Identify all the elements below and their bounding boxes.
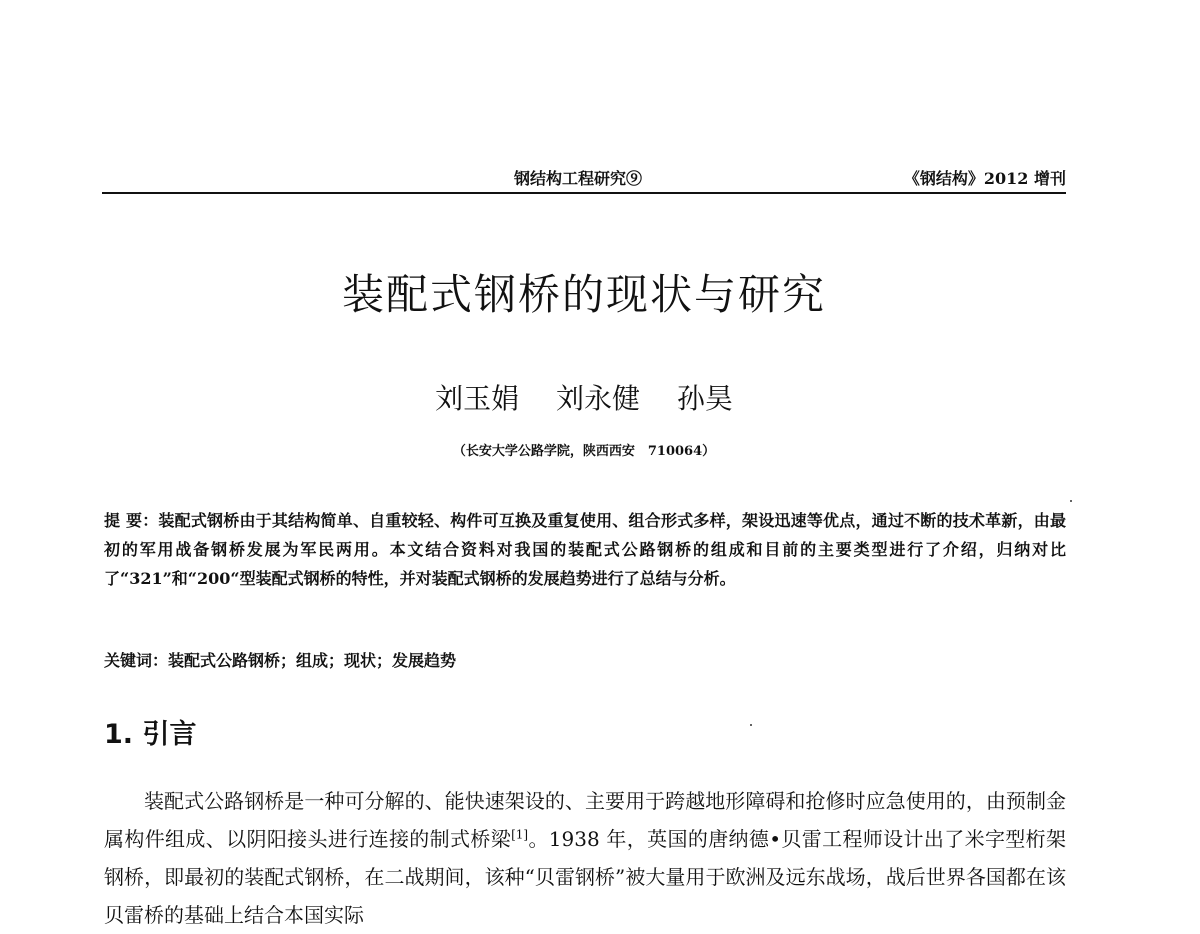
author-name: 刘玉娟: [435, 382, 520, 415]
section-heading: 1. 引言: [104, 719, 197, 750]
author-list: [0, 377, 1168, 417]
scan-speck: [750, 724, 752, 726]
citation-ref[interactable]: [1]: [511, 827, 529, 842]
body-paragraph: [104, 782, 1066, 934]
abstract-label: 提 要：: [104, 511, 159, 530]
keywords-text: 装配式公路钢桥；组成；现状；发展趋势: [168, 651, 457, 670]
journal-issue: 《钢结构》2012 增刊: [903, 169, 1066, 188]
running-header: [102, 164, 1066, 194]
paper-title: 装配式钢桥的现状与研究: [341, 270, 826, 319]
author-name: 孙昊: [676, 382, 733, 415]
abstract: [104, 506, 1066, 593]
keywords: [104, 648, 1066, 671]
series-title: 钢结构工程研究⑨: [514, 169, 643, 188]
keywords-label: 关键词：: [104, 651, 169, 670]
author-name: 刘永健: [555, 382, 640, 415]
body-text-part: 装配式公路钢桥是一种可分解的、能快速架设的、主要用于跨越地形障碍和抢修时应急使用的，由预制金属构件组成、以阴阳接头进行连接的制式桥梁: [104, 789, 1066, 851]
body-text-part: 。1938 年，英国的唐纳德•贝雷工程师设计出了米字型桁架钢桥，即最初的装配式钢桥，在二战期间，该种“贝雷钢桥”被大量用于欧洲及远东战场，战后世界各国都在该贝雷桥的基础上结合本国实际: [104, 827, 1067, 927]
scan-speck: [1070, 500, 1072, 502]
affiliation: （长安大学公路学院，陕西西安 710064）: [452, 444, 716, 459]
abstract-text: 装配式钢桥由于其结构简单、自重较轻、构件可互换及重复使用、组合形式多样，架设迅速等优点，通过不断的技术革新，由最初的军用战备钢桥发展为军民两用。本文结合资料对我国的装配式公路钢桥的组成和目前的主要类型进行了介绍，归纳对比了“321”和“200“型装配式钢桥的特性，并对装配式钢桥的发展趋势进行了总结与分析。: [104, 511, 1066, 588]
